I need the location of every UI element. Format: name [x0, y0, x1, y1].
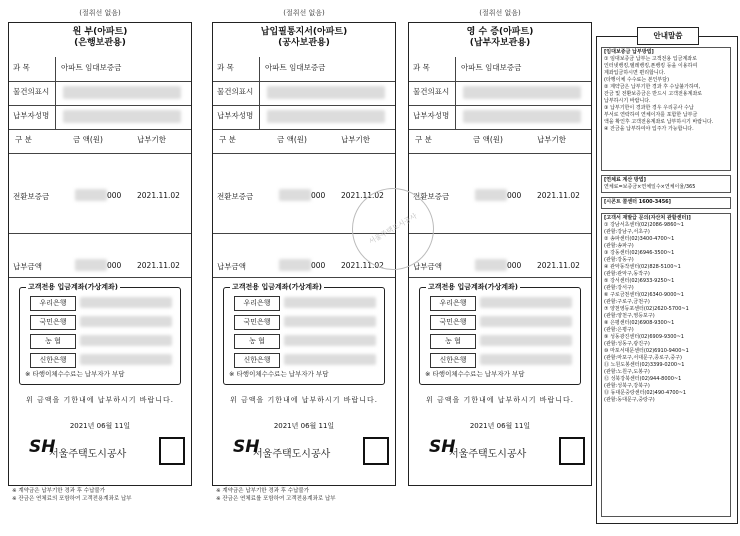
total-bottom-divider	[213, 273, 395, 278]
total-bottom-divider	[9, 273, 191, 278]
guide-line: (관할:강동구)	[604, 257, 634, 263]
guide-line: ⑫ 성북강북센터(02)944-8000~1	[604, 376, 682, 382]
item-label: 전환보증금	[217, 192, 254, 201]
item-label: 전환보증금	[413, 192, 450, 201]
payer-row	[409, 105, 591, 130]
guide-section	[601, 175, 731, 193]
guide-section	[601, 213, 731, 517]
guide-line: ⑨ 성동광진센터(02)6909-9300~1	[604, 334, 684, 340]
guide-section-heading: [고객서 재발급 문의(자산처 관할센터)]	[604, 215, 691, 221]
guide-line: 연체료=보증금×연체일수×연체이율/365	[604, 184, 696, 190]
payer-row	[213, 105, 395, 130]
guide-line: (타행이체 수수료는 본인부담)	[604, 77, 670, 83]
guide-line: ④ 잔금을 납부하여야 입주가 가능합니다.	[604, 126, 694, 132]
slip-title: 원 부(아파트)	[72, 27, 128, 37]
guide-title: 안내말씀	[637, 27, 699, 45]
row-label: 과 목	[217, 63, 234, 72]
divider	[55, 81, 56, 105]
redacted-amount	[279, 189, 311, 201]
bank-name: 신한은행	[30, 353, 76, 368]
issue-date: 2021년 06월 11일	[273, 422, 335, 430]
row-label: 물건의표시	[413, 87, 450, 96]
cut-note: (절취선 없음)	[479, 9, 521, 17]
footnote: ※ 잔금은 연체료를 포함하여 고객전용계좌로 납부	[216, 496, 336, 502]
redacted-account-number	[80, 335, 172, 346]
guide-line: ⑬ 동대문중랑센터(02)490-4700~1	[604, 390, 687, 396]
footnote: ※ 잔금은 연체료의 포함하여 고객전용계좌로 납부	[12, 496, 132, 502]
organization-name: 서울주택도시공사	[49, 449, 127, 460]
total-due: 2021.11.02	[341, 261, 384, 270]
col-type: 구 분	[15, 135, 32, 144]
redacted-account-number	[80, 354, 172, 365]
slip-subtitle: (은행보관용)	[74, 38, 126, 48]
guide-line: (관할:성동구,광진구)	[604, 341, 650, 347]
guide-section-heading: [시콘트 콜센터 1600-3456]	[604, 199, 671, 205]
item-amount: 000	[311, 191, 326, 200]
fee-note: ※ 타행이체수수료는 납부자가 부담	[25, 370, 125, 378]
official-seal	[159, 437, 185, 465]
sh-logo: SH	[233, 437, 260, 457]
total-label: 납부금액	[217, 262, 246, 271]
guide-line: 인터넷뱅킹,텔레뱅킹,폰뱅킹 등을 이용하여	[604, 63, 698, 69]
col-amount: 금 액(원)	[473, 135, 503, 144]
fee-note: ※ 타행이체수수료는 납부자가 부담	[229, 370, 329, 378]
cut-note: (절취선 없음)	[79, 9, 121, 17]
payment-slip	[408, 8, 592, 488]
row-value: 아파트 임대보증금	[461, 63, 522, 72]
payment-slip	[8, 8, 192, 502]
item-amount: 000	[507, 191, 522, 200]
col-due: 납부기한	[537, 135, 566, 144]
divider	[55, 57, 56, 81]
guide-line: ⑦ 양천영등포센터(02)2620-5700~1	[604, 306, 689, 312]
row-label: 납부자성명	[217, 111, 254, 120]
redacted-account-number	[80, 297, 172, 308]
total-amount: 000	[507, 261, 522, 270]
item-due: 2021.11.02	[537, 191, 580, 200]
guide-line: (관할:동대문구,중랑구)	[604, 397, 655, 403]
row-label: 물건의표시	[13, 87, 50, 96]
bank-name: 우리은행	[430, 296, 476, 311]
item-due: 2021.11.02	[137, 191, 180, 200]
redacted-account-number	[480, 354, 572, 365]
account-title: 고객전용 입금계좌(가상계좌)	[232, 283, 322, 291]
watermark-stamp: 서울주택도시공사	[337, 173, 449, 285]
organization-name: 서울주택도시공사	[449, 449, 527, 460]
official-seal	[363, 437, 389, 465]
slip-frame	[8, 22, 192, 486]
item-amount: 000	[107, 191, 122, 200]
divider	[55, 105, 56, 129]
payer-row	[9, 105, 191, 130]
row-value: 아파트 임대보증금	[265, 63, 326, 72]
slip-title: 영 수 증(아파트)	[466, 27, 534, 37]
bank-name: 신한은행	[430, 353, 476, 368]
redacted-amount	[279, 259, 311, 271]
total-amount: 000	[311, 261, 326, 270]
redacted-value	[63, 86, 181, 99]
guide-line: ② 계약금은 납부기한 경과 후 수납불가하며,	[604, 84, 701, 90]
divider	[455, 105, 456, 129]
redacted-account-number	[480, 316, 572, 327]
redacted-account-number	[80, 316, 172, 327]
total-label: 납부금액	[413, 262, 442, 271]
col-due: 납부기한	[137, 135, 166, 144]
guide-line: 계좌입금하시면 편리합니다.	[604, 70, 666, 76]
account-title: 고객전용 입금계좌(가상계좌)	[428, 283, 518, 291]
guide-line: 납부하시기 바랍니다.	[604, 98, 651, 104]
slip-title: 납입필통지서(아파트)	[260, 27, 348, 37]
fee-note: ※ 타행이체수수료는 납부자가 부담	[425, 370, 525, 378]
guide-line: ⑧ 은평센터(02)6908-9300~1	[604, 320, 675, 326]
amount-header-row	[9, 129, 191, 154]
row-label: 납부자성명	[13, 111, 50, 120]
redacted-account-number	[284, 297, 376, 308]
bank-name: 농 협	[430, 334, 476, 349]
footnote: ※ 계약금은 납부기한 경과 후 수납불가	[12, 488, 106, 494]
row-label: 납부자성명	[413, 111, 450, 120]
bank-name: 농 협	[30, 334, 76, 349]
bank-name: 우리은행	[234, 296, 280, 311]
bank-name: 농 협	[234, 334, 280, 349]
guide-line: 액을 확인후 고객전용계좌로 납부하시기 바랍니다.	[604, 119, 714, 125]
redacted-amount	[75, 259, 107, 271]
redacted-amount	[475, 259, 507, 271]
total-row-divider	[9, 233, 191, 252]
row-label: 과 목	[13, 63, 30, 72]
guide-line: ③ 강동센터(02)6946-3500~1	[604, 250, 675, 256]
bank-name: 국민은행	[430, 315, 476, 330]
guide-line: (관할:강남구,서초구)	[604, 229, 650, 235]
col-amount: 금 액(원)	[277, 135, 307, 144]
property-row	[213, 81, 395, 106]
guide-section	[601, 47, 731, 171]
divider	[259, 57, 260, 81]
guide-line: ⑩ 마포서대문센터(02)6910-9400~1	[604, 348, 689, 354]
guide-line: 잔금 및 전환보증금은 반드시 고객전용계좌로	[604, 91, 703, 97]
guide-line: ③ 납부기한이 경과한 경우 우리공사 수납	[604, 105, 694, 111]
redacted-account-number	[480, 335, 572, 346]
guide-line: ② 송파센터(02)3400-4700~1	[604, 236, 675, 242]
row-value: 아파트 임대보증금	[61, 63, 122, 72]
amount-header-row	[213, 129, 395, 154]
redacted-account-number	[284, 316, 376, 327]
guide-line: (관할:관악구,동작구)	[604, 271, 650, 277]
sh-logo: SH	[429, 437, 456, 457]
guide-line: (관할:구로구,금천구)	[604, 299, 650, 305]
redacted-value	[463, 110, 581, 123]
divider	[455, 81, 456, 105]
guide-line: ① 임대보증금 납부는 고객전용 입금계좌로	[604, 56, 697, 62]
guide-section-heading: [임대보증금 납부방법]	[604, 49, 654, 55]
sh-logo: SH	[29, 437, 56, 457]
slip-title-block	[409, 27, 591, 49]
total-label: 납부금액	[13, 262, 42, 271]
col-type: 구 분	[415, 135, 432, 144]
bank-name: 국민은행	[234, 315, 280, 330]
row-label: 물건의표시	[217, 87, 254, 96]
item-label: 전환보증금	[13, 192, 50, 201]
amount-header-row	[409, 129, 591, 154]
property-row	[409, 81, 591, 106]
guide-panel	[596, 31, 738, 524]
divider	[455, 57, 456, 81]
subject-row	[9, 57, 191, 82]
slip-frame	[408, 22, 592, 486]
property-row	[9, 81, 191, 106]
guide-line: ⑪ 노원도봉센터(02)3399-0200~1	[604, 362, 685, 368]
guide-line: (관할:마포구,서대문구,종로구,중구)	[604, 355, 682, 361]
footnote: ※ 계약금은 납부기한 경과 후 수납불가	[216, 488, 310, 494]
col-amount: 금 액(원)	[73, 135, 103, 144]
guide-line: (관할:강서구)	[604, 285, 634, 291]
total-bottom-divider	[409, 273, 591, 278]
divider	[259, 105, 260, 129]
redacted-account-number	[480, 297, 572, 308]
row-label: 과 목	[413, 63, 430, 72]
slip-subtitle: (납부자보관용)	[469, 38, 531, 48]
slip-subtitle: (공사보관용)	[278, 38, 330, 48]
col-type: 구 분	[219, 135, 236, 144]
issue-date: 2021년 06월 11일	[469, 422, 531, 430]
payment-request-message: 위 금액을 기한내에 납부하시기 바랍니다.	[425, 396, 575, 404]
bank-name: 국민은행	[30, 315, 76, 330]
guide-line: (관할:성북구,강북구)	[604, 383, 650, 389]
guide-line: (관할:은평구)	[604, 327, 634, 333]
official-seal	[559, 437, 585, 465]
redacted-value	[463, 86, 581, 99]
total-row-divider	[409, 233, 591, 252]
item-due: 2021.11.02	[341, 191, 384, 200]
guide-line: (관할:양천구,영등포구)	[604, 313, 655, 319]
total-due: 2021.11.02	[137, 261, 180, 270]
guide-line: (관할:송파구)	[604, 243, 634, 249]
redacted-amount	[475, 189, 507, 201]
guide-section-heading: [연체료 계산 방법]	[604, 177, 646, 183]
redacted-account-number	[284, 354, 376, 365]
guide-line: ① 강남서초센터(02)2086-9860~1	[604, 222, 684, 228]
guide-section	[601, 197, 731, 209]
bank-name: 신한은행	[234, 353, 280, 368]
divider	[259, 81, 260, 105]
total-due: 2021.11.02	[537, 261, 580, 270]
cut-note: (절취선 없음)	[283, 9, 325, 17]
guide-line: (관할:노원구,도봉구)	[604, 369, 650, 375]
total-amount: 000	[107, 261, 122, 270]
payment-request-message: 위 금액을 기한내에 납부하시기 바랍니다.	[229, 396, 379, 404]
redacted-value	[267, 110, 385, 123]
redacted-value	[63, 110, 181, 123]
payment-request-message: 위 금액을 기한내에 납부하시기 바랍니다.	[25, 396, 175, 404]
subject-row	[213, 57, 395, 82]
slip-title-block	[213, 27, 395, 49]
account-title: 고객전용 입금계좌(가상계좌)	[28, 283, 118, 291]
subject-row	[409, 57, 591, 82]
redacted-value	[267, 86, 385, 99]
guide-line: 부서로 연락하여 연체이자를 포함한 납부금	[604, 112, 698, 118]
issue-date: 2021년 06월 11일	[69, 422, 131, 430]
guide-line: ⑤ 강서센터(02)6933-9250~1	[604, 278, 675, 284]
redacted-account-number	[284, 335, 376, 346]
guide-line: ④ 관악동작센터(02)828-5100~1	[604, 264, 681, 270]
bank-name: 우리은행	[30, 296, 76, 311]
slip-title-block	[9, 27, 191, 49]
col-due: 납부기한	[341, 135, 370, 144]
redacted-amount	[75, 189, 107, 201]
organization-name: 서울주택도시공사	[253, 449, 331, 460]
guide-line: ⑥ 구로금천센터(02)6340-9000~1	[604, 292, 684, 298]
